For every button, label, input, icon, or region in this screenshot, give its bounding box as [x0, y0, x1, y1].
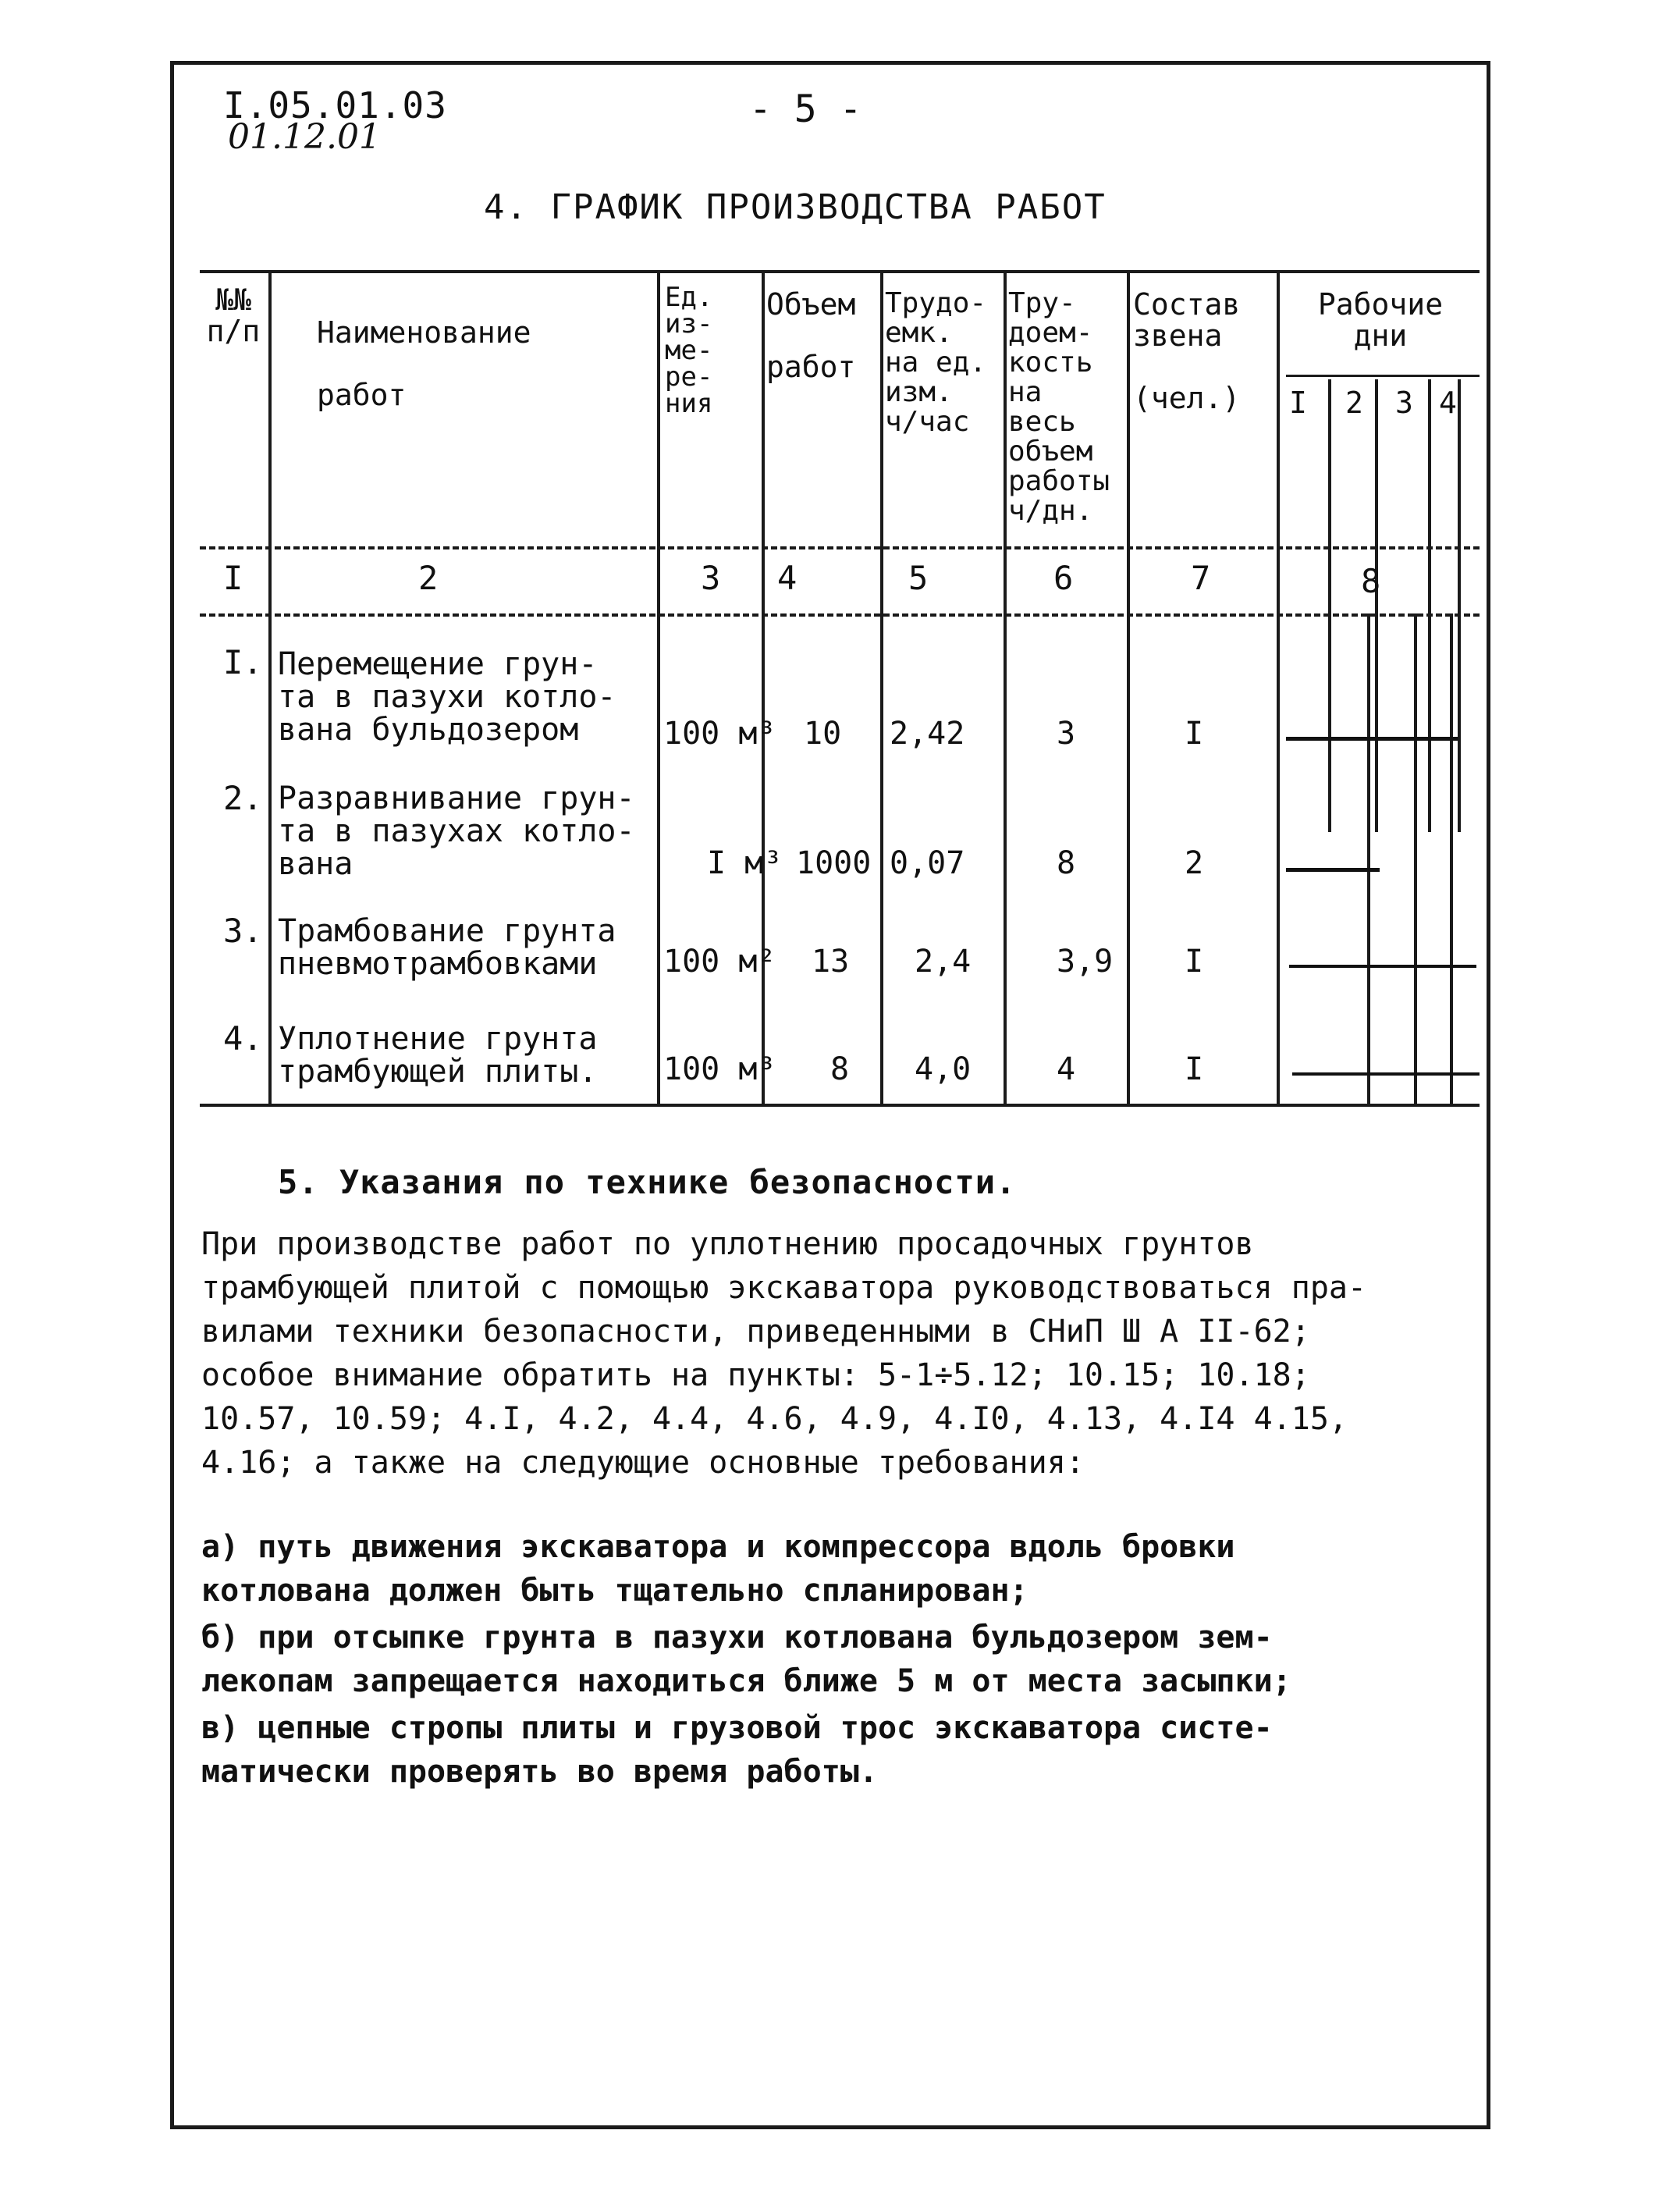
row4-labor-total: 4	[1057, 1051, 1076, 1087]
colnum-7: 7	[1191, 559, 1211, 597]
paragraph-line: трамбующей плитой с помощью экскаватора руководствоваться пра-	[201, 1270, 1367, 1306]
row1-gantt-bar	[1286, 737, 1458, 741]
safety-item-a	[201, 1525, 1450, 1613]
colnum-2: 2	[418, 559, 439, 597]
page-number: - 5 -	[749, 87, 862, 131]
table-bottom-border	[200, 1104, 1480, 1107]
header-unit: Ед. из- ме- ре- ния	[665, 282, 713, 419]
col-divider-5	[1004, 270, 1007, 1104]
item-line: матически проверять во время работы.	[201, 1754, 878, 1790]
colnum-4: 4	[777, 559, 798, 597]
colnum-6: 6	[1053, 559, 1074, 597]
header-volume: Объем работ	[766, 287, 856, 384]
row2-gantt-bar	[1286, 868, 1380, 872]
row3-crew: I	[1185, 944, 1204, 980]
day-divider-2	[1375, 379, 1378, 832]
row4-unit: 100 м³	[663, 1051, 776, 1087]
colnum-5: 5	[908, 559, 929, 597]
paragraph-line: 10.57, 10.59; 4.I, 4.2, 4.4, 4.6, 4.9, 4.I0, 4.13, 4.I4 4.15,	[201, 1401, 1348, 1437]
section-4-title: 4. ГРАФИК ПРОИЗВОДСТВА РАБОТ	[484, 187, 1107, 227]
row2-labor-total: 8	[1057, 845, 1076, 881]
row1-num: I.	[223, 643, 263, 681]
header-day-4: 4	[1439, 386, 1457, 420]
days-header-divider	[1286, 375, 1480, 377]
day-divider-3b	[1450, 613, 1453, 1104]
row4-gantt-bar	[1292, 1072, 1480, 1076]
col-divider-2	[657, 270, 660, 1104]
day-divider-1	[1328, 379, 1331, 832]
row3-gantt-bar	[1289, 965, 1476, 968]
row3-unit: 100 м²	[663, 944, 776, 980]
row2-crew: 2	[1185, 845, 1204, 881]
header-labor-total: Тру- доем- кость на весь объем работы ч/дн.	[1008, 287, 1110, 527]
colnum-1: I	[223, 559, 243, 597]
row2-volume: 1000	[796, 845, 872, 881]
row2-num: 2.	[223, 779, 263, 817]
row1-name: Перемещение грун- та в пазухи котло- вана бульдозером	[278, 646, 616, 748]
paragraph-line: вилами техники безопасности, приведенными в СНиП Ш А II-62;	[201, 1314, 1310, 1350]
row4-crew: I	[1185, 1051, 1204, 1087]
row2-labor-unit: 0,07	[890, 845, 965, 881]
item-line: котлована должен быть тщательно спланирован;	[201, 1573, 1028, 1609]
col-divider-1	[268, 270, 272, 1104]
header-name: Наименование работ	[317, 315, 531, 412]
row2-name: Разравнивание грун- та в пазухах котло- вана	[278, 781, 635, 882]
header-labor-unit: Трудо- емк. на ед. изм. ч/час	[885, 287, 987, 438]
colnum-8: 8	[1361, 562, 1381, 600]
day-divider-3	[1428, 379, 1431, 832]
header-num: №№ п/п	[206, 283, 261, 348]
row4-volume: 8	[830, 1051, 850, 1087]
item-line: лекопам запрещается находиться ближе 5 м от места засыпки;	[201, 1663, 1291, 1699]
paragraph-line: особое внимание обратить на пункты: 5-1÷5.12; 10.15; 10.18;	[201, 1357, 1310, 1393]
item-line: в) цепные стропы плиты и грузовой трос экскаватора систе-	[201, 1710, 1273, 1746]
col-divider-4	[880, 270, 883, 1104]
row1-labor-total: 3	[1057, 716, 1076, 752]
header-working-days: Рабочие дни	[1317, 287, 1444, 353]
header-crew: Состав звена (чел.)	[1133, 287, 1241, 415]
safety-item-c	[201, 1706, 1450, 1794]
safety-item-b	[201, 1616, 1450, 1703]
row4-num: 4.	[223, 1019, 263, 1058]
paragraph-line: 4.16; а также на следующие основные требования:	[201, 1445, 1085, 1481]
header-day-1: I	[1289, 386, 1307, 420]
row1-volume: 10	[804, 716, 842, 752]
paragraph-line: При производстве работ по уплотнению просадочных грунтов	[201, 1226, 1254, 1262]
row1-crew: I	[1185, 716, 1204, 752]
header-day-3: 3	[1395, 386, 1413, 420]
day-divider-2b	[1414, 613, 1417, 1104]
row4-name: Уплотнение грунта трамбующей плиты.	[278, 1021, 598, 1090]
row1-labor-unit: 2,42	[890, 716, 965, 752]
document-date: 01.12.01	[228, 117, 381, 157]
item-line: а) путь движения экскаватора и компрессора вдоль бровки	[201, 1529, 1235, 1565]
row3-name: Трамбование грунта пневмотрамбовками	[278, 913, 616, 982]
section-5-title: 5. Указания по технике безопасности.	[278, 1163, 1017, 1201]
document-code: I.05.01.03	[223, 84, 447, 126]
day-divider-4	[1458, 379, 1461, 832]
header-bottom-border	[200, 546, 1480, 549]
safety-paragraph	[201, 1222, 1450, 1485]
day-divider-1b	[1367, 613, 1370, 1104]
col-divider-6	[1127, 270, 1130, 1104]
row3-volume: 13	[812, 944, 850, 980]
row2-unit: I м³	[707, 845, 783, 881]
header-day-2: 2	[1345, 386, 1363, 420]
work-schedule-table	[200, 270, 1483, 1129]
colnum-3: 3	[701, 559, 721, 597]
row3-labor-unit: 2,4	[915, 944, 972, 980]
row4-labor-unit: 4,0	[915, 1051, 972, 1087]
row3-labor-total: 3,9	[1057, 944, 1114, 980]
table-top-border	[200, 270, 1480, 273]
item-line: б) при отсыпке грунта в пазухи котлована бульдозером зем-	[201, 1620, 1273, 1655]
row3-num: 3.	[223, 912, 263, 950]
col-divider-7	[1277, 270, 1280, 1104]
row1-unit: 100 м³	[663, 716, 776, 752]
colnum-bottom-border	[200, 613, 1480, 617]
